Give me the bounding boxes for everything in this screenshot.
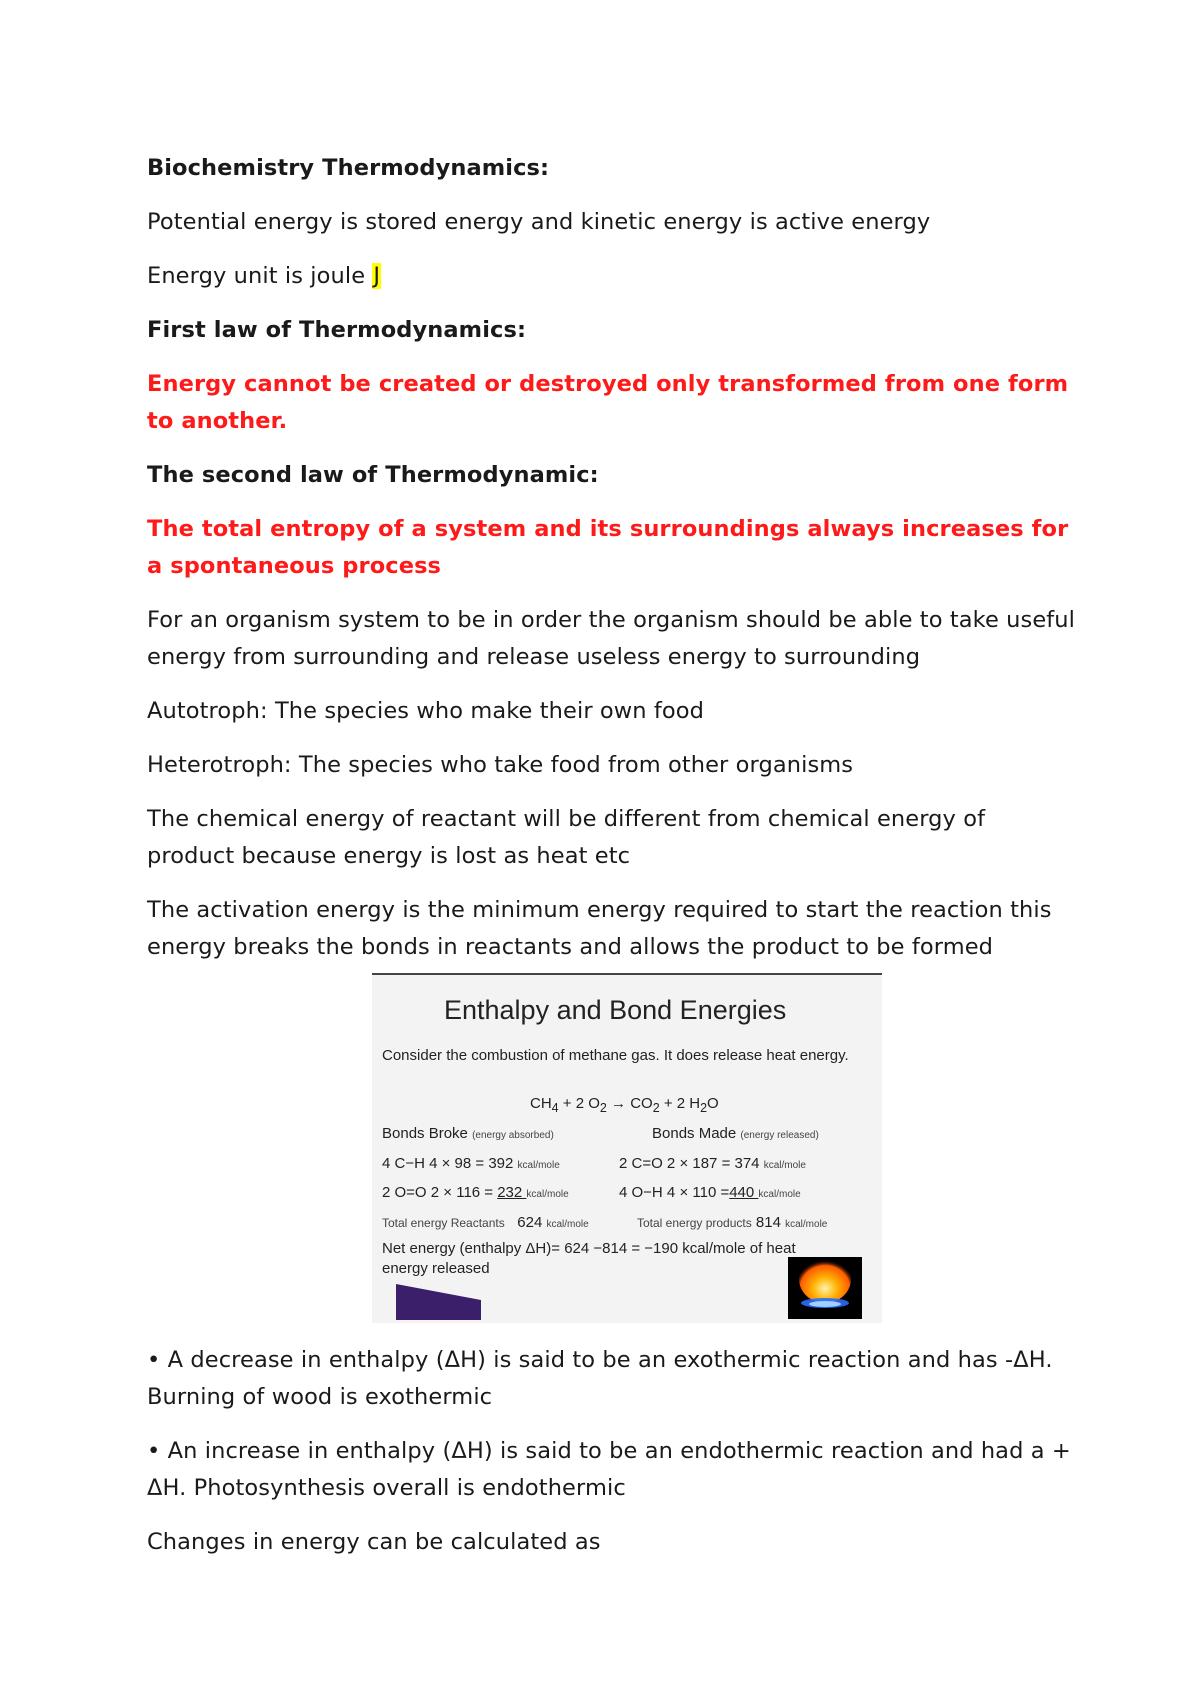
paragraph-energy-unit: [147, 258, 1077, 295]
row-ch-text: 4 C−H 4 × 98 = 392: [382, 1155, 514, 1172]
unit-label: kcal/mole: [546, 1219, 589, 1230]
paragraph-activation-energy: The activation energy is the minimum energy required to start the reaction this energy breaks the bonds in reactants and allows the product to be formed: [147, 897, 1052, 960]
eq-part: → CO: [606, 1095, 653, 1112]
row-ch-bonds: [382, 1155, 560, 1172]
row-co-text: 2 C=O 2 × 187 = 374: [619, 1155, 760, 1172]
second-law-statement: The total entropy of a system and its surroundings always increases for a spontaneous process: [147, 516, 1069, 579]
document-body: [147, 150, 1077, 983]
energy-unit-text: Energy unit is joule: [147, 263, 373, 289]
total-products-label: Total energy products: [637, 1216, 752, 1230]
paragraph-organism-order: For an organism system to be in order the organism should be able to take useful energy from surrounding and release useless energy to surrounding: [147, 607, 1076, 670]
paragraph-autotroph: Autotroph: The species who make their own food: [147, 698, 705, 724]
document-body-lower: [147, 1342, 1077, 1578]
eq-part: + 2 H: [659, 1095, 701, 1112]
slide-equation: [530, 1095, 719, 1115]
unit-label: kcal/mole: [517, 1160, 560, 1171]
eq-part: + 2 O: [558, 1095, 600, 1112]
unit-label: kcal/mole: [526, 1189, 569, 1200]
row-oh-value: 440: [729, 1184, 759, 1201]
row-oo-text: 2 O=O 2 × 116 =: [382, 1184, 498, 1201]
purple-wedge-graphic: [396, 1284, 481, 1320]
eq-part: CH: [530, 1095, 552, 1112]
heading-second-law: The second law of Thermodynamic:: [147, 462, 599, 488]
total-reactants: [382, 1214, 589, 1231]
slide-intro: Consider the combustion of methane gas. It does release heat energy.: [382, 1047, 849, 1064]
row-co-bonds: [619, 1155, 806, 1172]
unit-label: kcal/mole: [758, 1189, 801, 1200]
net-energy: Net energy (enthalpy ΔH)= 624 −814 = −190 kcal/mole of heat energy released: [382, 1240, 796, 1277]
paragraph-energy-types: Potential energy is stored energy and kinetic energy is active energy: [147, 209, 931, 235]
first-law-statement: Energy cannot be created or destroyed only transformed from one form to another.: [147, 371, 1069, 434]
bonds-made-label: Bonds Made: [652, 1125, 737, 1142]
eq-sub: 2: [599, 1101, 607, 1115]
paragraph-chemical-energy: The chemical energy of reactant will be different from chemical energy of product because energy is lost as heat etc: [147, 806, 986, 869]
eq-sub: 4: [551, 1101, 559, 1115]
unit-label: kcal/mole: [763, 1160, 806, 1171]
unit-label: kcal/mole: [785, 1219, 828, 1230]
bullet-endothermic: • An increase in enthalpy (ΔH) is said to be an endothermic reaction and had a + ΔH. Photosynthesis overall is endothermic: [147, 1438, 1071, 1501]
eq-part: O: [707, 1095, 719, 1112]
gas-flame-image: [788, 1257, 862, 1319]
enthalpy-slide-image: [372, 973, 882, 1323]
slide-top-rule: [372, 973, 882, 975]
heading-first-law: First law of Thermodynamics:: [147, 317, 527, 343]
row-oo-bonds: [382, 1184, 569, 1201]
total-products: [637, 1214, 827, 1231]
total-products-value: 814: [755, 1214, 781, 1231]
row-oh-bonds: [619, 1184, 801, 1201]
flame-icon: [788, 1257, 862, 1319]
bullet-exothermic: • A decrease in enthalpy (ΔH) is said to be an exothermic reaction and has -ΔH. Burning of wood is exothermic: [147, 1347, 1053, 1410]
doc-title: Biochemistry Thermodynamics:: [147, 155, 550, 181]
paragraph-heterotroph: Heterotroph: The species who take food from other organisms: [147, 752, 854, 778]
paragraph-energy-changes: Changes in energy can be calculated as: [147, 1529, 601, 1555]
slide-title: Enthalpy and Bond Energies: [444, 995, 787, 1025]
row-oh-text: 4 O−H 4 × 110 =: [619, 1184, 730, 1201]
bonds-broke-note: (energy absorbed): [472, 1130, 554, 1141]
row-oo-value: 232: [497, 1184, 527, 1201]
total-reactants-value: 624: [517, 1214, 543, 1231]
bonds-made-note: (energy released): [740, 1130, 819, 1141]
total-reactants-label: Total energy Reactants: [382, 1216, 505, 1230]
eq-sub: 2: [700, 1101, 708, 1115]
bonds-broke-header: [382, 1125, 554, 1142]
bonds-made-header: [652, 1125, 819, 1142]
eq-sub: 2: [652, 1101, 660, 1115]
bonds-broke-label: Bonds Broke: [382, 1125, 468, 1142]
highlighted-unit: J: [373, 263, 381, 289]
